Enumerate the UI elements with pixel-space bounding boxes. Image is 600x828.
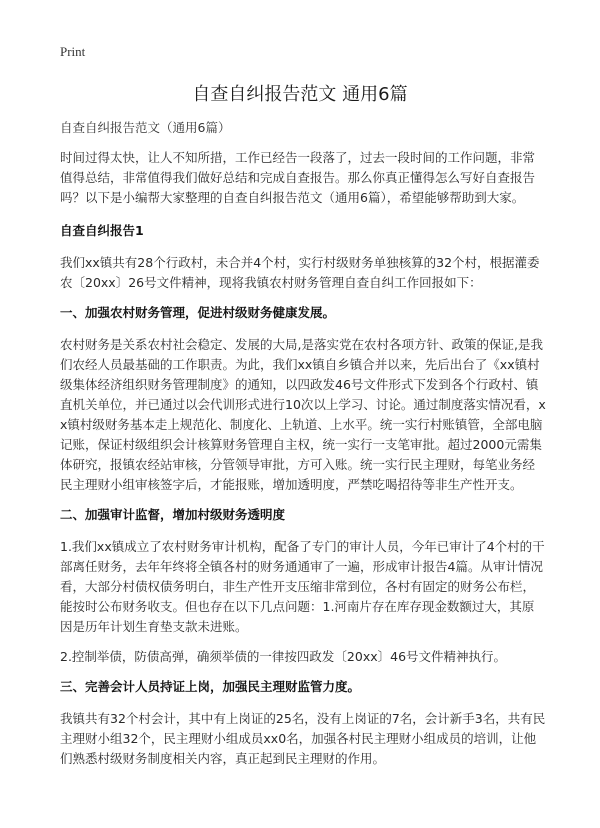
section-paragraph: 1.我们xx镇成立了农村财务审计机构，配备了专门的审计人员，今年已审计了4个村的干部离任财务，去年年终将全镇各村的财务通通审了一遍，形成审计报告4篇。从审计情况看，大部分村债权债务明白，非生产性开支压缩非常到位，各村有固定的财务公布栏，能按时公布财务收支。但也存在以下几点问题：1.河南片存在库存现金数额过大，其原因是历年计划生育垫支款未进账。: [60, 539, 545, 634]
section-2: [60, 505, 546, 667]
intro-paragraph: 时间过得太快，让人不知所措，工作已经告一段落了，过去一段时间的工作问题，非常值得总结，非常值得我们做好总结和完成自查报告。那么你真正懂得怎么写好自查报告吗？以下是小编帮大家整理的自查自纠报告范文（通用6篇），希望能够帮助到大家。: [60, 150, 536, 205]
section-paragraph: 农村财务是关系农村社会稳定、发展的大局,是落实党在农村各项方针、政策的保证,是我们农经人员最基础的工作职责。为此，我们xx镇自乡镇合并以来，先后出台了《xx镇村级集体经济组织财务管理制度》的通知，以四政发46号文件形式下发到各个行政村、镇直机关单位，并已通过以会代训形式进行10次以上学习、讨论。通过制度落实情况看，xx镇村级财务基本走上规范化、制度化、上轨道、上水平。统一实行村账镇管，全部电脑记账，保证村级组织会计核算财务管理自主权，统一实行一支笔审批。超过2000元需集体研究，报镇农经站审核，分管领导审批，方可入账。统一实行民主理财，每笔业务经民主理财小组审核签字后，才能报账，增加透明度，严禁吃喝招待等非生产性开支。: [60, 337, 546, 492]
section-paragraph: 2.控制举债，防债高弹，确须举债的一律按四政发〔20xx〕46号文件精神执行。: [60, 649, 507, 664]
section-3: [60, 677, 546, 769]
section-1: [60, 303, 546, 495]
section-heading: 一、加强农村财务管理，促进村级财务健康发展。: [60, 305, 336, 320]
report-intro-paragraph: 我们xx镇共有28个行政村，未合并4个村，实行村级财务单独核算的32个村，根据灌委农〔20xx〕26号文件精神，现将我镇农村财务管理自查自纠工作回报如下：: [60, 255, 540, 290]
section-paragraph: 我镇共有32个村会计，其中有上岗证的25名，没有上岗证的7名，会计新手3名，共有民主理财小组32个，民主理财小组成员xx0名，加强各村民主理财小组成员的培训，让他们熟悉村级财务制度相关内容，真正起到民主理财的作用。: [60, 711, 546, 766]
report-heading: 自查自纠报告1: [60, 223, 144, 238]
section-heading: 二、加强审计监督，增加村级财务透明度: [60, 507, 286, 522]
document-title: 自查自纠报告范文 通用6篇: [192, 84, 408, 105]
print-link[interactable]: Print: [60, 44, 86, 59]
document-subtitle: 自查自纠报告范文（通用6篇）: [60, 120, 231, 135]
document-body: [60, 118, 546, 779]
section-heading: 三、完善会计人员持证上岗，加强民主理财监管力度。: [60, 679, 361, 694]
